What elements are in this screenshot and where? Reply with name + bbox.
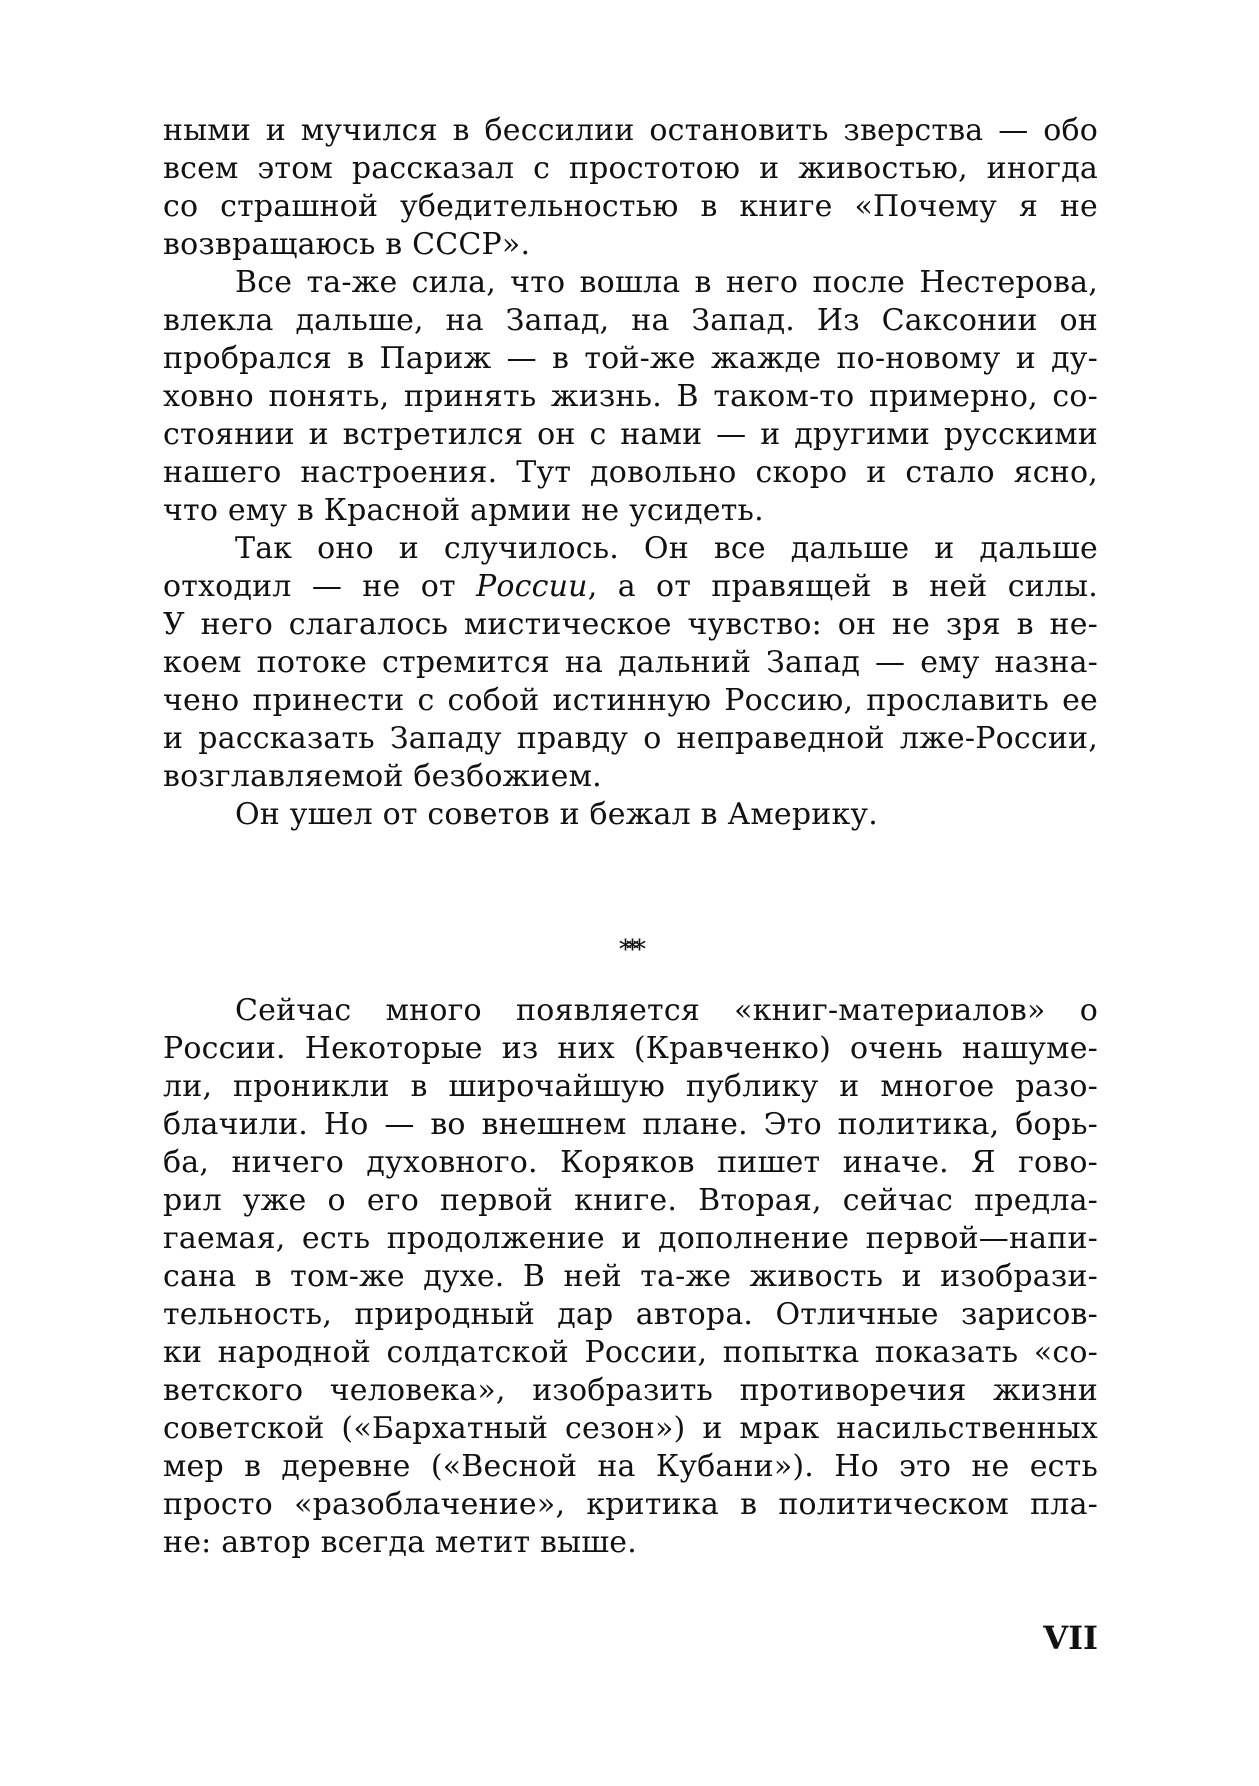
section-divider-asterisks: *** <box>619 935 640 965</box>
text-line: со страшной убедительностью в книге «Почему я не <box>163 189 1098 224</box>
text-line: ветского человека», изобразить противоречия жизни <box>163 1373 1098 1408</box>
text-line: всем этом рассказал с простотою и живостью, иногда <box>163 151 1098 186</box>
text-line: ли, проникли в широчайшую публику и многое разо- <box>163 1069 1098 1104</box>
text-line: что ему в Красной армии не усидеть. <box>163 493 764 528</box>
text-line: стоянии и встретился он с нами — и другими русскими <box>163 417 1098 452</box>
paragraph-first-line: Так оно и случилось. Он все дальше и дальше <box>235 531 1098 566</box>
text-line: ба, ничего духовного. Коряков пишет иначе. Я гово- <box>163 1145 1098 1180</box>
text-line: ховно понять, принять жизнь. В таком-то примерно, со- <box>163 379 1098 414</box>
text-line: просто «разоблачение», критика в политическом пла- <box>163 1487 1098 1522</box>
text-line-with-italic <box>163 568 1098 606</box>
text-line: тельность, природный дар автора. Отличные зарисов- <box>163 1297 1098 1332</box>
text-line: коем потоке стремится на дальний Запад — ему назна- <box>163 645 1098 680</box>
text-line: ными и мучился в бессилии остановить зверства — обо <box>163 113 1098 148</box>
text-line: и рассказать Западу правду о неправедной лже-России, <box>163 721 1098 756</box>
text-line: ки народной солдатской России, попытка показать «со- <box>163 1335 1098 1370</box>
text-line: не: автор всегда метит выше. <box>163 1525 637 1560</box>
text-line: нашего настроения. Тут довольно скоро и стало ясно, <box>163 455 1098 490</box>
paragraph-first-line: Сейчас много появляется «книг-материалов» о <box>235 993 1098 1028</box>
text-line: чено принести с собой истинную Россию, прославить ее <box>163 683 1098 718</box>
text-segment: отходил — не от <box>163 569 477 604</box>
text-line: пробрался в Париж — в той-же жажде по-новому и ду- <box>163 341 1098 376</box>
paragraph-first-line: Все та-же сила, что вошла в него после Нестерова, <box>235 265 1098 300</box>
page-number: VII <box>1043 1619 1098 1657</box>
text-line: гаемая, есть продолжение и дополнение первой—напи- <box>163 1221 1098 1256</box>
text-line: советской («Бархатный сезон») и мрак насильственных <box>163 1411 1098 1446</box>
text-line: возглавляемой безбожием. <box>163 759 602 794</box>
italic-word: России <box>476 569 588 604</box>
paragraph-first-line: Он ушел от советов и бежал в Америку. <box>235 797 878 832</box>
text-line: рил уже о его первой книге. Вторая, сейчас предла- <box>163 1183 1098 1218</box>
text-block-upper <box>163 112 1098 834</box>
text-line: мер в деревне («Весной на Кубани»). Но это не есть <box>163 1449 1098 1484</box>
text-line: России. Некоторые из них (Кравченко) очень нашуме- <box>163 1031 1098 1066</box>
text-segment: , а от правящей в ней силы. <box>587 569 1098 604</box>
text-line: блачили. Но — во внешнем плане. Это политика, борь- <box>163 1107 1098 1142</box>
text-line: возвращаюсь в СССР». <box>163 227 531 262</box>
text-line: У него слагалось мистическое чувство: он не зря в не- <box>163 607 1098 642</box>
text-line: сана в том-же духе. В ней та-же живость и изобрази- <box>163 1259 1098 1294</box>
text-block-lower <box>163 992 1098 1562</box>
text-line: влекла дальше, на Запад, на Запад. Из Саксонии он <box>163 303 1098 338</box>
